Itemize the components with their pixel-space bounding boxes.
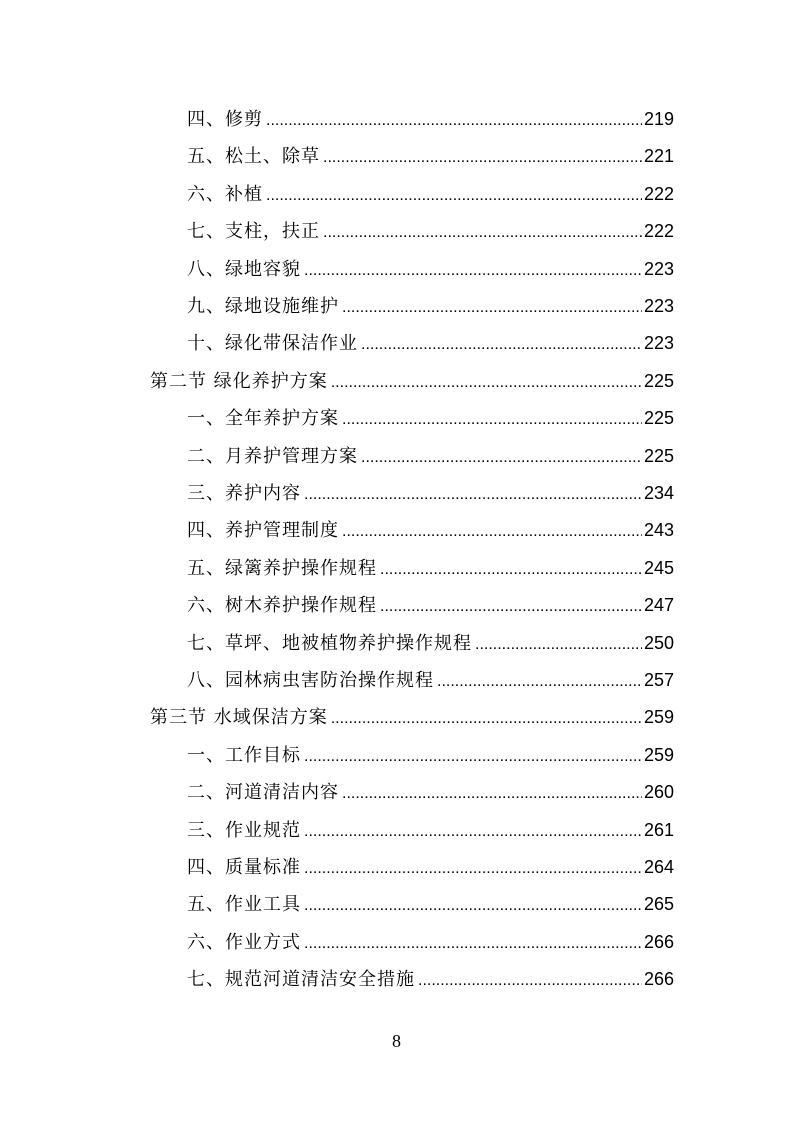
- toc-dot-leader: [304, 254, 642, 288]
- toc-dot-leader: [437, 665, 642, 699]
- toc-entry-page: 234: [643, 483, 674, 503]
- toc-entry-page: 264: [643, 857, 674, 877]
- toc-entry-title: 八、园林病虫害防治操作规程: [187, 670, 434, 691]
- toc-entry-title: 六、作业方式: [187, 931, 301, 953]
- toc-entry-page: 257: [643, 670, 674, 690]
- toc-dot-leader: [380, 590, 642, 624]
- toc-entry-page: 259: [643, 707, 674, 728]
- toc-entry-title: 四、养护管理制度: [187, 520, 339, 542]
- toc-entry-page: 225: [643, 370, 674, 391]
- page-number: 8: [392, 1031, 401, 1051]
- toc-entry-page: 221: [643, 146, 674, 167]
- toc-section-entry[interactable]: [150, 364, 674, 398]
- toc-entry[interactable]: [187, 626, 674, 660]
- toc-entry-page: 247: [643, 595, 674, 616]
- toc-entry-title: 二、月养护管理方案: [187, 445, 358, 467]
- toc-entry[interactable]: [187, 850, 674, 884]
- toc-entry-page: 219: [643, 109, 674, 129]
- toc-entry[interactable]: [187, 252, 674, 286]
- toc-entry-title: 六、树木养护操作规程: [187, 595, 377, 617]
- toc-dot-leader: [342, 777, 642, 811]
- toc-entry-page: 223: [643, 258, 674, 279]
- toc-entry-title: 七、规范河道清洁安全措施: [187, 969, 415, 991]
- toc-dot-leader: [331, 366, 642, 400]
- toc-entry-title: 五、作业工具: [187, 894, 301, 916]
- toc-dot-leader: [475, 628, 642, 662]
- toc-entry-title: 一、工作目标: [187, 744, 301, 766]
- toc-entry-title: 第三节 水域保洁方案: [150, 707, 328, 729]
- toc-dot-leader: [361, 441, 642, 475]
- toc-dot-leader: [361, 328, 642, 362]
- toc-entry-title: 五、绿篱养护操作规程: [187, 557, 377, 579]
- toc-entry[interactable]: [187, 962, 674, 996]
- toc-entry[interactable]: [187, 326, 674, 360]
- toc-entry[interactable]: [187, 925, 674, 959]
- toc-entry[interactable]: [187, 139, 674, 173]
- toc-entry-title: 七、支柱，扶正: [187, 221, 320, 243]
- toc-entry-title: 六、补植: [187, 183, 263, 205]
- toc-entry[interactable]: [187, 102, 674, 136]
- toc-entry[interactable]: [187, 513, 674, 547]
- toc-dot-leader: [342, 291, 642, 325]
- toc-entry-page: 250: [643, 632, 674, 653]
- toc-entry[interactable]: [187, 588, 674, 622]
- toc-section-entry[interactable]: [150, 700, 674, 734]
- toc-dot-leader: [266, 179, 642, 213]
- toc-entry-title: 三、作业规范: [187, 819, 301, 841]
- toc-entry-title: 三、养护内容: [187, 483, 301, 504]
- toc-entry[interactable]: [187, 214, 674, 248]
- toc-entry-title: 九、绿地设施维护: [187, 296, 339, 317]
- toc-dot-leader: [380, 553, 642, 587]
- toc-entry-page: 243: [643, 520, 674, 541]
- toc-dot-leader: [304, 889, 642, 923]
- toc-entry[interactable]: [187, 738, 674, 772]
- toc-entry-page: 222: [643, 183, 674, 204]
- toc-entry[interactable]: [187, 775, 674, 809]
- toc-entry[interactable]: [187, 401, 674, 435]
- toc-entry[interactable]: [187, 289, 674, 323]
- toc-entry-page: 245: [643, 557, 674, 578]
- toc-entry[interactable]: [187, 887, 674, 921]
- toc-entry-title: 十、绿化带保洁作业: [187, 333, 358, 355]
- toc-dot-leader: [418, 964, 642, 998]
- toc-dot-leader: [323, 141, 642, 175]
- toc-entry-page: 223: [643, 333, 674, 354]
- toc-entry-page: 259: [643, 744, 674, 765]
- toc-entry-title: 二、河道清洁内容: [187, 782, 339, 804]
- toc-entry-title: 一、全年养护方案: [187, 408, 339, 430]
- toc-entry-page: 266: [643, 931, 674, 952]
- toc-entry-title: 第二节 绿化养护方案: [150, 370, 328, 392]
- toc-dot-leader: [342, 515, 642, 549]
- toc-dot-leader: [304, 478, 642, 512]
- toc-entry[interactable]: [187, 439, 674, 473]
- toc-entry-page: 222: [643, 221, 674, 242]
- toc-entry-page: 225: [643, 445, 674, 466]
- toc-entry-page: 266: [643, 969, 674, 990]
- toc-dot-leader: [304, 815, 642, 849]
- toc-dot-leader: [304, 852, 642, 886]
- toc-entry-title: 五、松土、除草: [187, 146, 320, 168]
- toc-entry-page: 261: [643, 819, 674, 840]
- toc-entry[interactable]: [187, 177, 674, 211]
- toc-dot-leader: [323, 216, 642, 250]
- toc-dot-leader: [331, 702, 642, 736]
- toc-dot-leader: [266, 104, 642, 138]
- toc-dot-leader: [304, 740, 642, 774]
- toc-entry[interactable]: [187, 551, 674, 585]
- toc-dot-leader: [342, 403, 642, 437]
- toc-entry-page: 260: [643, 782, 674, 803]
- toc-entry[interactable]: [187, 476, 674, 510]
- toc-entry-page: 223: [643, 296, 674, 316]
- toc-entry[interactable]: [187, 663, 674, 697]
- toc-entry-title: 八、绿地容貌: [187, 258, 301, 280]
- toc-entry-page: 265: [643, 894, 674, 915]
- toc-entry-title: 四、修剪: [187, 109, 263, 130]
- toc-entry[interactable]: [187, 813, 674, 847]
- toc-entry-title: 四、质量标准: [187, 857, 301, 878]
- toc-entry-title: 七、草坪、地被植物养护操作规程: [187, 632, 472, 654]
- toc-entry-page: 225: [643, 408, 674, 429]
- toc-dot-leader: [304, 927, 642, 961]
